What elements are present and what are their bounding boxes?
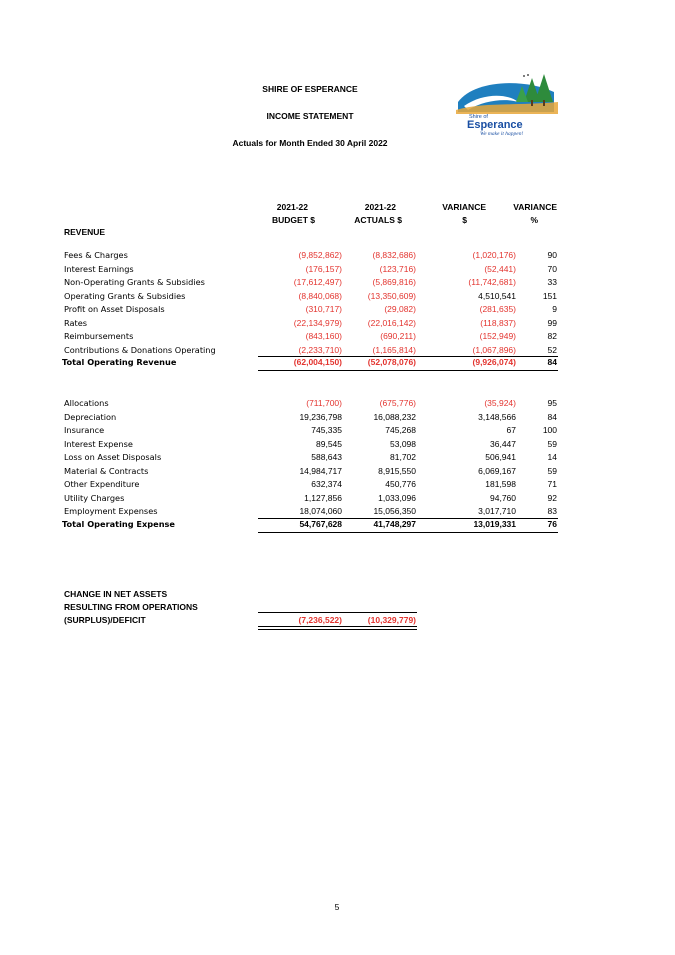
revenue-row (0, 277, 675, 290)
expense-pct-cell: 83 (547, 506, 557, 516)
expense-budget-cell: 745,335 (311, 425, 342, 435)
revenue-row (0, 331, 675, 344)
revenue-row-label: Rates (64, 317, 88, 328)
expense-row-label: Allocations (64, 398, 109, 408)
change-heading-line2: RESULTING FROM OPERATIONS (64, 602, 198, 612)
expense-budget-cell: (711,700) (306, 398, 342, 408)
net-top-rule (258, 612, 417, 613)
statement-title: INCOME STATEMENT (266, 111, 354, 121)
expense-variance-cell: 36,447 (490, 438, 516, 449)
revenue-budget-cell: (9,852,862) (298, 250, 342, 260)
revenue-row-label: Contributions & Donations Operating (64, 344, 216, 355)
revenue-actual-cell: (123,716) (379, 263, 416, 274)
expense-total-actual: 41,748,297 (373, 519, 416, 529)
revenue-pct-cell: 9 (552, 304, 557, 314)
revenue-total-rule (258, 370, 558, 371)
expense-variance-cell: 506,941 (485, 452, 516, 462)
col-header-actual (344, 201, 416, 226)
revenue-row-label: Profit on Asset Disposals (64, 304, 165, 314)
revenue-pct-cell: 52 (547, 344, 557, 355)
revenue-total-row (0, 357, 675, 370)
expense-row-label: Other Expenditure (64, 479, 140, 489)
surplus-deficit-label: (SURPLUS)/DEFICIT (64, 615, 146, 625)
revenue-heading: REVENUE (64, 227, 106, 237)
revenue-budget-cell: (2,233,710) (298, 344, 342, 355)
expense-row (0, 439, 675, 452)
revenue-actual-cell: (8,832,686) (372, 250, 416, 260)
expense-budget-cell: 588,643 (311, 452, 342, 462)
expense-actual-cell: 8,915,550 (378, 465, 416, 476)
expense-total-label: Total Operating Expense (62, 519, 175, 529)
revenue-variance-cell: 4,510,541 (478, 290, 516, 301)
revenue-row-label: Non-Operating Grants & Subsidies (64, 277, 205, 287)
expense-pct-cell: 14 (547, 452, 557, 462)
period-subtitle: Actuals for Month Ended 30 April 2022 (232, 138, 388, 148)
logo-line2: Esperance (467, 119, 523, 131)
expense-row-label: Depreciation (64, 411, 117, 422)
revenue-row-label: Interest Earnings (64, 263, 134, 274)
expense-row-label: Utility Charges (64, 492, 125, 503)
revenue-pct-cell: 151 (542, 290, 557, 301)
revenue-actual-cell: (29,082) (384, 304, 416, 314)
expense-pct-cell: 59 (547, 465, 557, 476)
col-header-budget-line1: 2021-22 (276, 202, 308, 212)
expense-row (0, 425, 675, 438)
expense-actual-cell: 16,088,232 (373, 411, 416, 422)
col-header-pct-line1: VARIANCE (513, 202, 557, 212)
revenue-variance-cell: (11,742,681) (468, 277, 516, 287)
expense-actual-cell: 53,098 (390, 438, 416, 449)
expense-actual-cell: 81,702 (390, 452, 416, 462)
revenue-total-variance: (9,926,074) (472, 357, 516, 367)
revenue-total-budget: (62,004,150) (293, 357, 342, 367)
expense-row (0, 398, 675, 411)
expense-row-label: Interest Expense (64, 438, 133, 449)
revenue-row (0, 250, 675, 263)
revenue-total-label: Total Operating Revenue (62, 357, 177, 367)
expense-variance-cell: 3,148,566 (478, 411, 516, 422)
logo-line1: Shire of (469, 114, 488, 120)
expense-total-rule (258, 532, 558, 533)
net-actual-value: (10,329,779) (367, 615, 416, 625)
revenue-budget-cell: (8,840,068) (298, 290, 342, 301)
col-header-actual-line1: 2021-22 (364, 202, 396, 212)
expense-row-label: Employment Expenses (64, 506, 158, 516)
expense-pct-cell: 59 (547, 438, 557, 449)
revenue-actual-cell: (1,165,814) (372, 344, 416, 355)
expense-pct-cell: 95 (547, 398, 557, 408)
expense-variance-cell: 6,069,167 (478, 465, 516, 476)
revenue-variance-cell: (52,441) (484, 263, 516, 274)
expense-row-label: Insurance (64, 425, 105, 435)
revenue-row-label: Reimbursements (64, 331, 134, 341)
expense-row (0, 452, 675, 465)
col-header-budget-line2: BUDGET $ (272, 214, 315, 225)
net-budget-value: (7,236,522) (298, 615, 342, 625)
revenue-variance-cell: (118,837) (480, 317, 516, 328)
expense-total-row (0, 519, 675, 532)
expense-total-budget: 54,767,628 (299, 519, 342, 529)
col-header-variance-line1: VARIANCE (442, 202, 486, 212)
logo-tagline: We make it happen! (480, 131, 524, 136)
expense-total-pct: 76 (547, 519, 557, 529)
net-double-rule (258, 626, 417, 630)
revenue-budget-cell: (22,134,979) (293, 317, 342, 328)
expense-row-label: Material & Contracts (64, 465, 149, 476)
revenue-pct-cell: 82 (547, 331, 557, 341)
col-header-variance-line2: $ (462, 214, 467, 225)
revenue-pct-cell: 90 (547, 250, 557, 260)
expense-budget-cell: 632,374 (311, 479, 342, 489)
expense-variance-cell: 94,760 (490, 492, 516, 503)
expense-pct-cell: 84 (547, 411, 557, 422)
expense-actual-cell: 1,033,096 (378, 492, 416, 503)
expense-row (0, 466, 675, 479)
expense-row-label: Loss on Asset Disposals (64, 452, 162, 462)
revenue-row-label: Fees & Charges (64, 250, 128, 260)
revenue-budget-cell: (843,160) (305, 331, 342, 341)
expense-pct-cell: 71 (547, 479, 557, 489)
revenue-actual-cell: (5,869,816) (372, 277, 416, 287)
expense-row (0, 479, 675, 492)
revenue-actual-cell: (22,016,142) (367, 317, 416, 328)
expense-budget-cell: 19,236,798 (299, 411, 342, 422)
revenue-row (0, 304, 675, 317)
expense-actual-cell: (675,776) (379, 398, 416, 408)
revenue-actual-cell: (690,211) (380, 331, 416, 341)
revenue-variance-cell: (281,635) (479, 304, 516, 314)
revenue-actual-cell: (13,350,609) (367, 290, 416, 301)
revenue-pct-cell: 70 (547, 263, 557, 274)
expense-total-variance: 13,019,331 (473, 519, 516, 529)
change-heading-line1: CHANGE IN NET ASSETS (64, 589, 168, 599)
page-number: 5 (334, 902, 340, 912)
expense-row (0, 493, 675, 506)
revenue-row (0, 264, 675, 277)
revenue-pct-cell: 99 (547, 317, 557, 328)
expense-pct-cell: 92 (547, 492, 557, 503)
revenue-variance-cell: (1,020,176) (472, 250, 516, 260)
expense-budget-cell: 14,984,717 (299, 465, 342, 476)
expense-actual-cell: 15,056,350 (373, 506, 416, 516)
revenue-total-pct: 84 (547, 357, 557, 367)
expense-budget-cell: 18,074,060 (299, 506, 342, 516)
expense-pct-cell: 100 (542, 425, 557, 435)
col-header-budget (256, 201, 342, 226)
expense-variance-cell: (35,924) (484, 398, 516, 408)
organisation-title: SHIRE OF ESPERANCE (262, 84, 358, 94)
expense-budget-cell: 1,127,856 (304, 492, 342, 503)
shire-logo (454, 72, 560, 136)
expense-row (0, 412, 675, 425)
revenue-variance-cell: (1,067,896) (472, 344, 516, 355)
revenue-budget-cell: (176,157) (305, 263, 342, 274)
revenue-budget-cell: (310,717) (305, 304, 342, 314)
revenue-row (0, 291, 675, 304)
col-header-pct-line2: % (530, 214, 538, 225)
expense-actual-cell: 450,776 (385, 479, 416, 489)
revenue-total-actual: (52,078,076) (367, 357, 416, 367)
expense-actual-cell: 745,268 (385, 425, 416, 435)
revenue-pct-cell: 33 (547, 277, 557, 287)
expense-variance-cell: 3,017,710 (478, 506, 516, 516)
expense-variance-cell: 181,598 (485, 479, 516, 489)
expense-budget-cell: 89,545 (316, 438, 342, 449)
col-header-variance-pct (500, 201, 557, 226)
revenue-budget-cell: (17,612,497) (293, 277, 342, 287)
revenue-row (0, 318, 675, 331)
revenue-variance-cell: (152,949) (479, 331, 516, 341)
expense-variance-cell: 67 (506, 425, 516, 435)
col-header-actual-line2: ACTUALS $ (354, 214, 402, 225)
revenue-row-label: Operating Grants & Subsidies (64, 290, 186, 301)
